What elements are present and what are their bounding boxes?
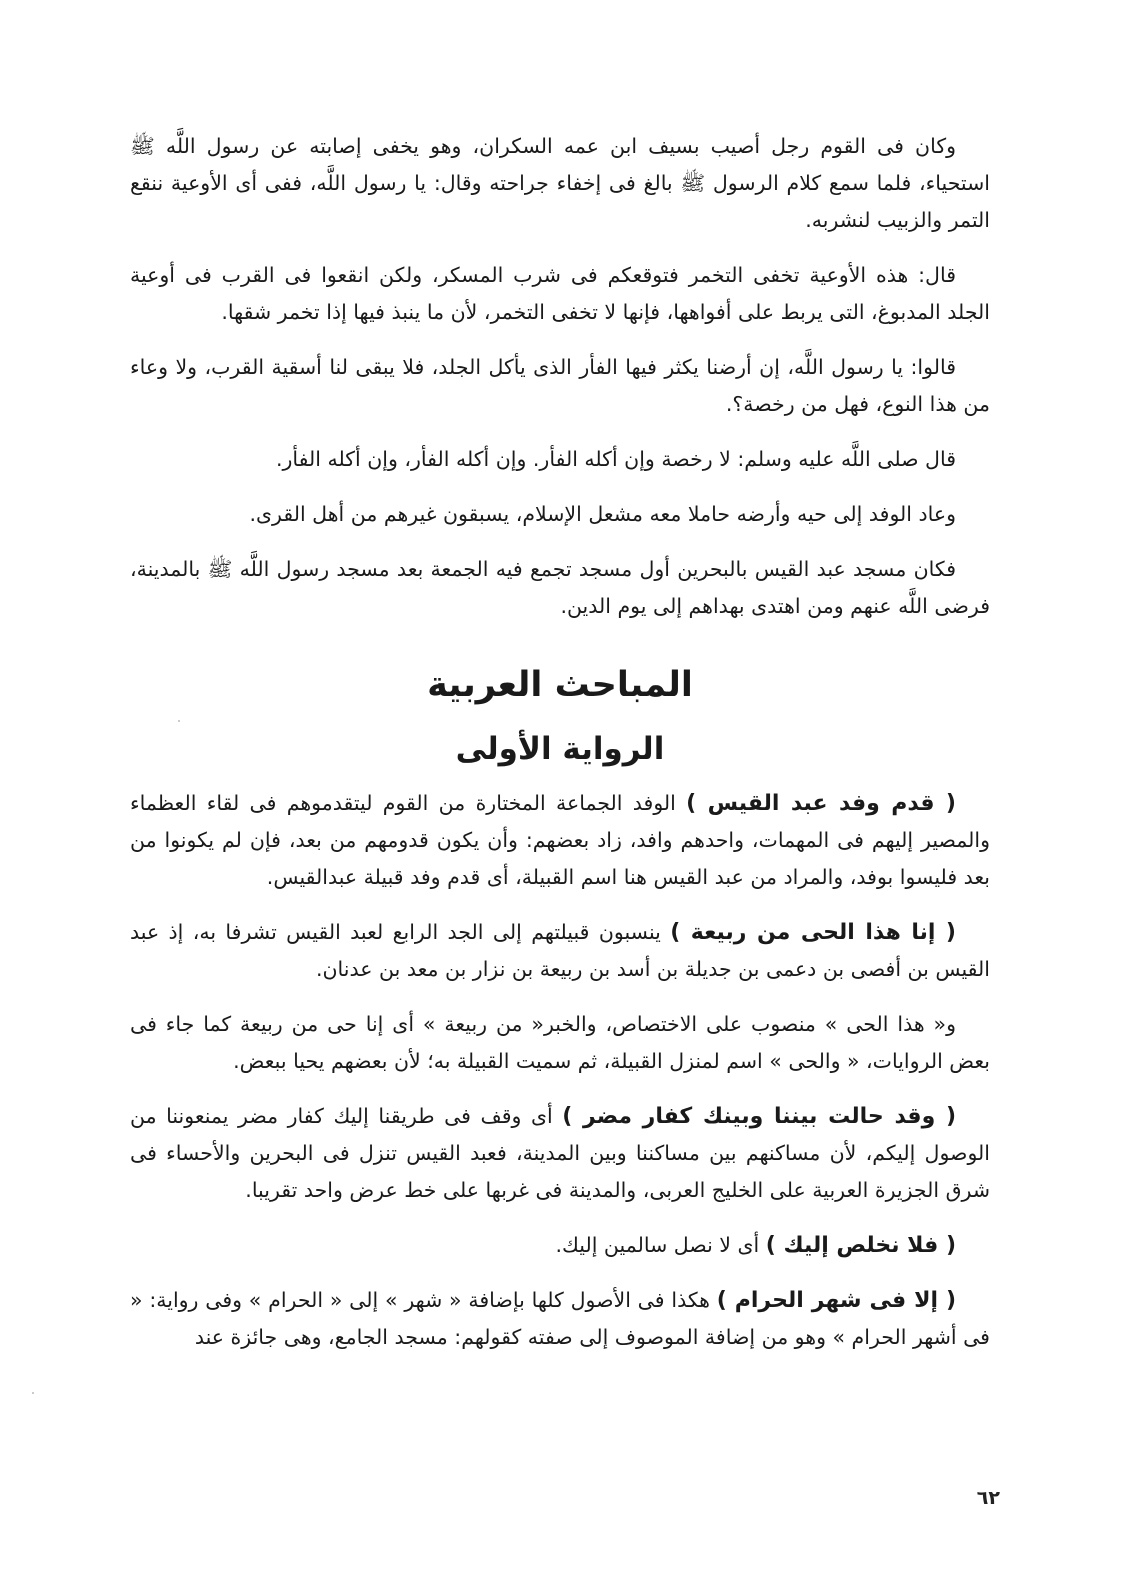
paragraph-wounded-man: وكان فى القوم رجل أصيب بسيف ابن عمه السكران، وهو يخفى إصابته عن رسول اللَّه ﷺ استحياء، فلما سمع كلام الرسول ﷺ بالغ فى إخفاء جراحته وقال: يا رسول اللَّه، ففى أى الأوعية ننقع التمر والزبيب لنشربه. — [130, 134, 990, 232]
paragraph-mice-question: قالوا: يا رسول اللَّه، إن أرضنا يكثر فيها الفأر الذى يأكل الجلد، فلا يبقى لنا أسقية القرب، ولا وعاء من هذا النوع، فهل من رخصة؟. — [130, 355, 990, 416]
entry-text: أى وقف فى طريقنا إليك كفار مضر يمنعوننا من الوصول إليكم، لأن مساكنهم بين مساكننا وبين المدينة، فعبد القيس تنزل فى البحرين والأحساء فى شرق الجزيرة العربية على الخليج العربى، والمدينة فى غربها على خط عرض واحد تقريبا. — [130, 1104, 990, 1202]
entry-lemma: ( وقد حالت بيننا وبينك كفار مضر ) — [562, 1104, 957, 1129]
entry-lemma: ( قدم وفد عبد القيس ) — [686, 791, 956, 816]
paragraph-leather-vessels: قال: هذه الأوعية تخفى التخمر فتوقعكم فى شرب المسكر، ولكن انقعوا فى القرب فى أوعية الجلد المدبوغ، التى يربط على أفواهها، فإنها لا تخفى التخمر، لأن ما ينبذ فيها إذا تخمر شقها. — [130, 263, 990, 324]
paragraph-delegation-return: وعاد الوفد إلى حيه وأرضه حاملا معه مشعل الإسلام، يسبقون غيرهم من أهل القرى. — [249, 502, 956, 526]
entry-paragraph — [130, 785, 990, 896]
scan-speck — [32, 1392, 34, 1394]
entry-paragraph — [130, 1282, 990, 1356]
entry-paragraph — [130, 1006, 990, 1080]
entry-paragraph — [130, 1227, 990, 1264]
page-number: ٦٢ — [976, 1487, 1000, 1509]
entry-text: و« هذا الحى » منصوب على الاختصاص، والخبر« من ربيعة » أى إنا حى من ربيعة كما جاء فى بعض الروايات، « والحى » اسم لمنزل القبيلة، ثم سميت القبيلة به؛ لأن بعضهم يحيا ببعض. — [130, 1012, 990, 1073]
entry-lemma: ( فلا نخلص إليك ) — [765, 1233, 956, 1258]
section-subtitle: الرواية الأولى — [455, 731, 665, 767]
scan-speck — [178, 720, 180, 722]
entry-text: هكذا فى الأصول كلها بإضافة « شهر » إلى « الحرام » وفى رواية: « فى أشهر الحرام » وهو من إضافة الموصوف إلى صفته كقولهم: مسجد الجامع، وهى جائزة عند — [130, 1288, 990, 1349]
entry-text: الوفد الجماعة المختارة من القوم ليتقدموهم فى لقاء العظماء والمصير إليهم فى المهمات، واحدهم وافد، زاد بعضهم: وأن يكون قدومهم من بعد، فإن لم يكونوا من بعد فليسوا بوفد، والمراد من عبد القيس هنا اسم القبيلة، أى قدم وفد قبيلة عبدالقيس. — [130, 791, 990, 889]
section-title: المباحث العربية — [427, 665, 693, 705]
entry-text: ينسبون قبيلتهم إلى الجد الرابع لعبد القيس تشرفا به، إذ عبد القيس بن أفصى بن دعمى بن جديلة بن أسد بن ربيعة بن نزار بن معد بن عدنان. — [130, 920, 990, 981]
entry-lemma: ( إلا فى شهر الحرام ) — [716, 1288, 957, 1313]
page-body — [130, 128, 990, 1356]
paragraph-no-license: قال صلى اللَّه عليه وسلم: لا رخصة وإن أكله الفأر. وإن أكله الفأر، وإن أكله الفأر. — [276, 447, 956, 471]
entry-paragraph — [130, 1098, 990, 1209]
paragraph-bahrain-mosque: فكان مسجد عبد القيس بالبحرين أول مسجد تجمع فيه الجمعة بعد مسجد رسول اللَّه ﷺ بالمدينة، فرضى اللَّه عنهم ومن اهتدى بهداهم إلى يوم الدين. — [130, 557, 990, 618]
entry-text: أى لا نصل سالمين إليك. — [555, 1233, 766, 1257]
entry-lemma: ( إنا هذا الحى من ربيعة ) — [670, 920, 956, 945]
entry-paragraph — [130, 914, 990, 988]
